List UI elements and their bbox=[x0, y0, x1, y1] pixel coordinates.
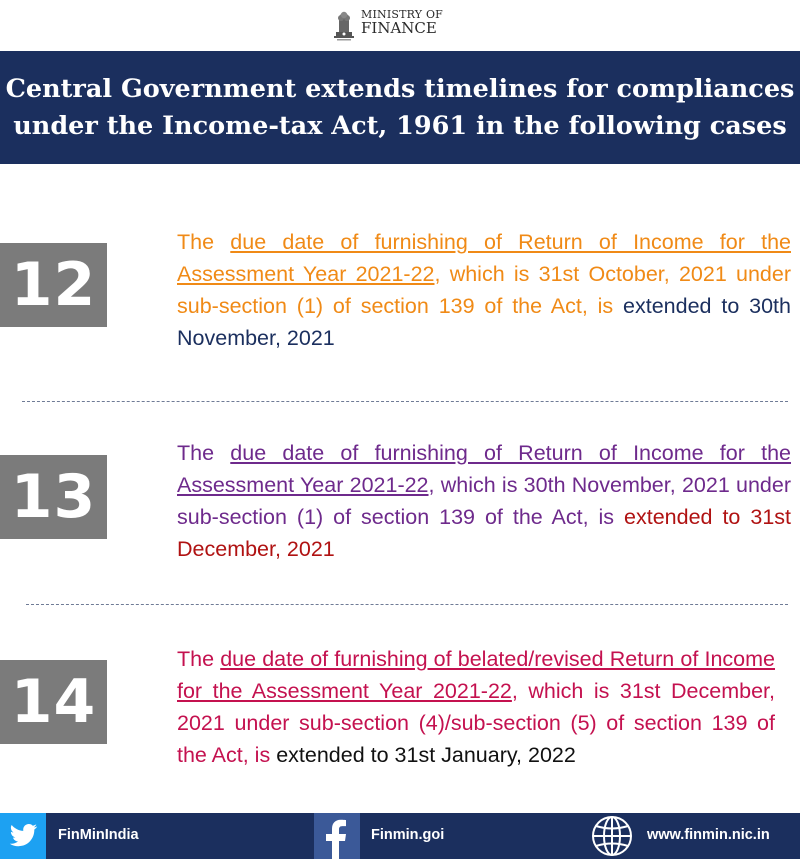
item-12-text bbox=[177, 226, 791, 354]
national-emblem-icon bbox=[332, 4, 356, 42]
facebook-handle[interactable]: Finmin.goi bbox=[371, 827, 445, 843]
item-13-extension: extended to 31st December, 2021 bbox=[177, 505, 791, 561]
item-12-underlined: due date of furnishing of Return of Income for the Assessment Year 2021-22 bbox=[177, 230, 791, 286]
item-13-prefix: The bbox=[177, 441, 231, 465]
item-14-text bbox=[177, 643, 775, 771]
ministry-name-line1: MINISTRY OF bbox=[361, 8, 444, 21]
title-line-1: Central Government extends timelines for compliances bbox=[5, 73, 795, 104]
item-number-13: 13 bbox=[0, 455, 107, 539]
item-12-extension: extended to 30th November, 2021 bbox=[177, 294, 791, 350]
item-number-12: 12 bbox=[0, 243, 107, 327]
item-13-underlined: due date of furnishing of Return of Income for the Assessment Year 2021-22 bbox=[177, 441, 791, 497]
item-14-prefix: The bbox=[177, 647, 221, 671]
title-line-2: under the Income-tax Act, 1961 in the following cases bbox=[13, 110, 787, 141]
globe-icon[interactable] bbox=[590, 814, 634, 858]
item-12-middle: , which is 31st October, 2021 under sub-section (1) of section 139 of the Act, is bbox=[177, 262, 792, 318]
divider bbox=[22, 401, 788, 402]
title-banner bbox=[0, 51, 800, 164]
twitter-handle[interactable]: FinMinIndia bbox=[58, 827, 139, 843]
footer-twitter[interactable] bbox=[0, 813, 160, 859]
ministry-name-line2: FINANCE bbox=[361, 19, 437, 37]
footer-website[interactable] bbox=[590, 813, 800, 859]
website-url[interactable]: www.finmin.nic.in bbox=[647, 827, 770, 843]
footer-bar bbox=[0, 813, 800, 859]
item-number-14: 14 bbox=[0, 660, 107, 744]
footer-facebook[interactable] bbox=[314, 813, 474, 859]
item-14-extension: extended to 31st January, 2022 bbox=[276, 743, 576, 767]
facebook-icon[interactable] bbox=[314, 813, 360, 859]
divider bbox=[26, 604, 788, 605]
item-14-underlined: due date of furnishing of belated/revised Return of Income for the Assessment Year 2021-22 bbox=[177, 647, 775, 703]
page-title bbox=[5, 71, 795, 145]
ministry-logo bbox=[0, 0, 800, 50]
item-12-prefix: The bbox=[177, 230, 231, 254]
item-13-middle: , which is 30th November, 2021 under sub-section (1) of section 139 of the Act, is bbox=[177, 473, 791, 529]
item-14-middle: , which is 31st December, 2021 under sub-section (4)/sub-section (5) of section 139 of the Act, is bbox=[177, 679, 775, 767]
item-13-text bbox=[177, 437, 791, 565]
twitter-icon[interactable] bbox=[0, 813, 46, 859]
